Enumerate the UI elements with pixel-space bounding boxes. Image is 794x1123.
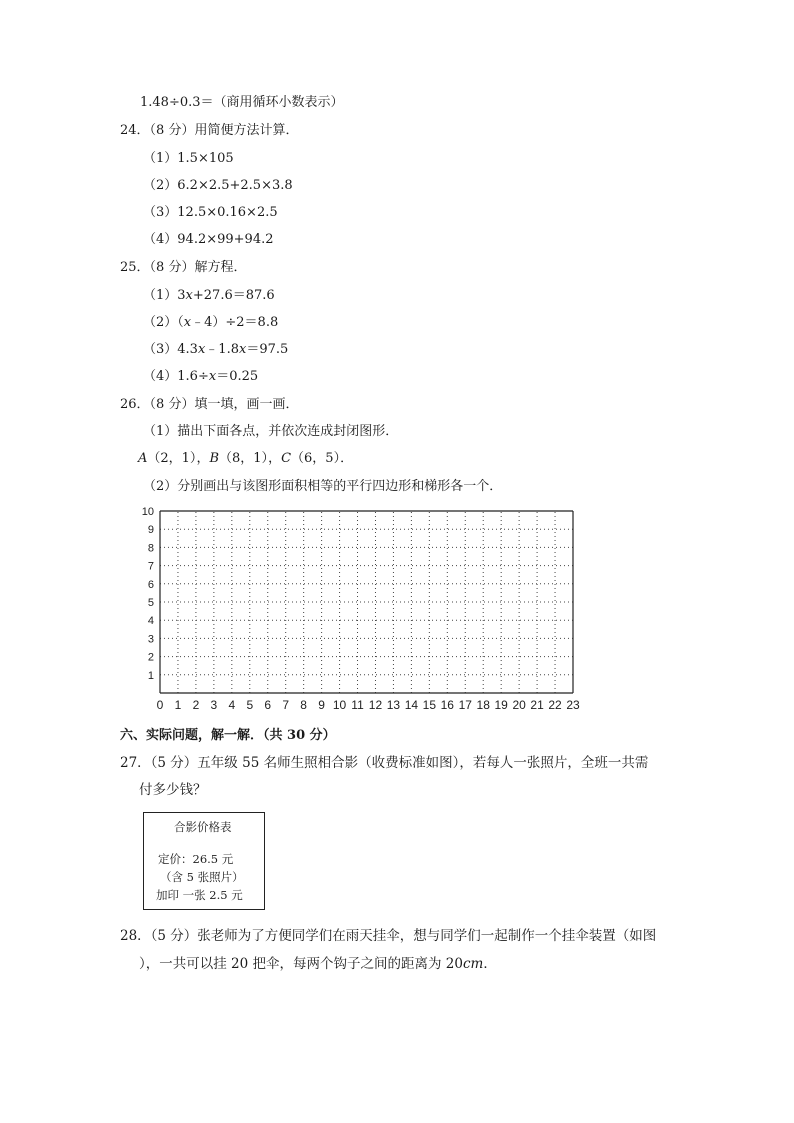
- price-table-title: 合影价格表: [174, 820, 232, 834]
- y-tick-label: 5: [147, 597, 154, 609]
- y-tick-label: 3: [147, 633, 154, 646]
- unit-cm: cm: [462, 956, 484, 972]
- price-table-line-3: 加印 一张 2.5 元: [156, 888, 243, 902]
- x-tick-label: 9: [318, 698, 325, 712]
- point-a-label: A: [138, 451, 148, 466]
- y-tick-label: 10: [141, 506, 154, 518]
- x-tick-label: 12: [368, 698, 383, 712]
- y-tick-label: 2: [147, 651, 154, 664]
- q26-points: A（2，1），B（8，1），C（6，5）．: [138, 451, 354, 466]
- x-tick-label: 20: [512, 698, 526, 712]
- q24-item-4: （4）94.2×99+94.2: [143, 232, 274, 247]
- y-tick-label: 4: [147, 615, 154, 628]
- q24-item-2: （2）6.2×2.5+2.5×3.8: [143, 178, 293, 193]
- x-tick-label: 21: [530, 698, 544, 712]
- x-tick-label: 6: [264, 698, 272, 712]
- q28-line-2: ），一共可以挂 20 把伞，每两个钩子之间的距离为 20cm．: [139, 956, 497, 972]
- x-tick-label: 14: [404, 698, 419, 712]
- x-tick-label: 0: [156, 698, 164, 712]
- x-tick-label: 11: [351, 698, 364, 712]
- x-tick-label: 22: [548, 698, 562, 712]
- y-tick-label: 7: [147, 560, 154, 573]
- q26-header: 26．（8 分）填一填，画一画．: [120, 397, 299, 412]
- q25-item-3: （3）4.3x﹣1.8x＝97.5: [143, 342, 289, 357]
- price-table-line-2: （含 5 张照片）: [160, 870, 244, 884]
- q26-sub2: （2）分别画出与该图形面积相等的平行四边形和梯形各一个．: [143, 479, 503, 494]
- q24-header: 24．（8 分）用简便方法计算．: [120, 123, 299, 138]
- x-tick-label: 5: [246, 698, 254, 712]
- point-b-label: B: [209, 451, 220, 466]
- q28-line-1: 28．（5 分）张老师为了方便同学们在雨天挂伞，想与同学们一起制作一个挂伞装置（如图: [120, 928, 657, 944]
- x-tick-label: 8: [300, 698, 307, 712]
- price-table-line-1: 定价：26.5 元: [158, 852, 234, 866]
- x-tick-label: 19: [494, 698, 508, 712]
- q26-sub1: （1）描出下面各点，并依次连成封闭图形．: [143, 424, 399, 439]
- x-tick-label: 1: [174, 698, 182, 712]
- section-6-title: 六、实际问题，解一解．（共 30 分）: [120, 728, 336, 743]
- q27-line-1: 27．（5 分）五年级 55 名师生照相合影（收费标准如图），若每人一张照片，全班一共需: [120, 755, 649, 771]
- point-c-label: C: [281, 451, 292, 466]
- x-tick-label: 4: [228, 698, 236, 712]
- x-tick-label: 7: [282, 698, 290, 712]
- x-tick-label: 10: [332, 698, 347, 712]
- x-tick-label: 3: [210, 698, 218, 712]
- y-tick-label: 9: [147, 524, 154, 537]
- x-tick-label: 17: [458, 698, 472, 712]
- q25-item-2: （2）（x﹣4）÷2＝8.8: [143, 315, 279, 330]
- q24-item-3: （3）12.5×0.16×2.5: [143, 205, 278, 220]
- top-line: 1.48÷0.3＝（商用循环小数表示）: [140, 95, 344, 110]
- coordinate-grid: [140, 506, 580, 712]
- x-tick-label: 15: [422, 698, 437, 712]
- y-tick-label: 1: [147, 669, 154, 682]
- x-tick-label: 16: [440, 698, 454, 712]
- q25-header: 25．（8 分）解方程．: [120, 260, 247, 275]
- q27-line-2: 付多少钱？: [139, 782, 207, 798]
- x-tick-label: 2: [192, 698, 200, 712]
- y-tick-label: 6: [147, 578, 154, 591]
- y-tick-label: 8: [147, 542, 154, 555]
- q24-item-1: （1）1.5×105: [143, 151, 234, 166]
- x-tick-label: 13: [386, 698, 401, 712]
- x-tick-label: 23: [566, 698, 580, 712]
- price-table-box: [143, 812, 265, 910]
- q25-item-1: （1）3x+27.6＝87.6: [143, 288, 275, 303]
- x-tick-label: 18: [476, 698, 490, 712]
- q25-item-4: （4）1.6÷x＝0.25: [143, 369, 259, 384]
